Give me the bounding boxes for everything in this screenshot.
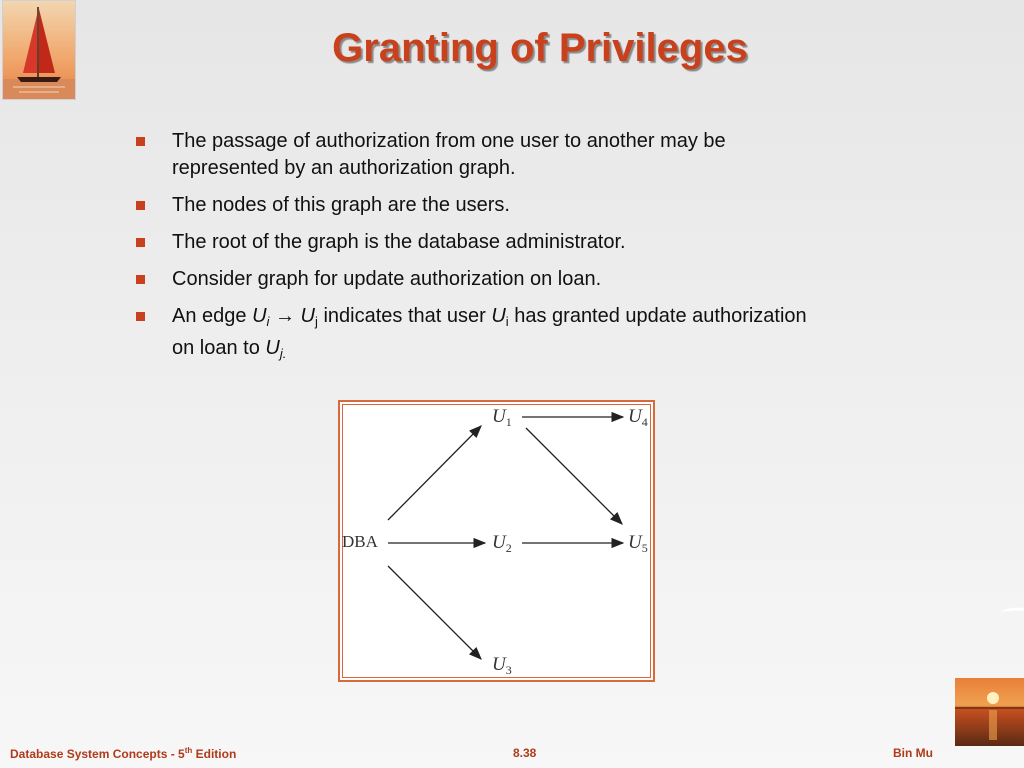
authorization-graph: [340, 402, 653, 680]
footer-title-sup: th: [184, 746, 193, 755]
bullet-item: [134, 229, 834, 256]
footer-author: Bin Mu: [893, 746, 933, 760]
edge-dba-u3: [388, 566, 481, 659]
sunset-icon: [955, 678, 1024, 746]
bullet-item: [134, 303, 834, 367]
bullet-text: The nodes of this graph are the users.: [172, 194, 510, 216]
page-title: Granting of Privileges: [332, 26, 748, 70]
edge-u1-u5: [526, 428, 622, 524]
user-variable: U: [491, 305, 506, 327]
bullet-item: [134, 266, 834, 293]
bullet-text: Consider graph for update authorization on loan.: [172, 268, 602, 290]
node-u1: $U_1$: [492, 406, 512, 429]
decorative-swoosh: [998, 604, 1024, 616]
subscript: i: [505, 314, 509, 329]
authorization-graph-frame: [338, 400, 655, 682]
bullet-square-icon: [136, 312, 145, 321]
footer-title-end: Edition: [192, 747, 237, 761]
user-variable: U: [252, 305, 267, 327]
bullet-list: [134, 128, 834, 377]
bullet-square-icon: [136, 275, 145, 284]
bullet-square-icon: [136, 201, 145, 210]
footer-title-text: Database System Concepts - 5: [10, 747, 185, 761]
bullet-text-part: indicates that user: [317, 305, 492, 327]
node-dba: DBA: [342, 532, 378, 551]
node-u3: $U_3$: [492, 654, 512, 677]
footer-page-number: 8.38: [513, 746, 537, 760]
arrow-symbol: →: [269, 305, 301, 327]
user-variable: U: [300, 305, 315, 327]
node-u5: $U_5$: [628, 532, 648, 555]
node-u4: $U_4$: [628, 406, 648, 429]
user-variable: U: [265, 337, 280, 359]
bullet-text-part: has granted update authorization on loan to: [172, 305, 807, 359]
bullet-item: [134, 128, 834, 182]
bullet-square-icon: [136, 238, 145, 247]
bullet-square-icon: [136, 137, 145, 146]
bullet-text: The root of the graph is the database administrator.: [172, 231, 626, 253]
edge-dba-u1: [388, 426, 481, 520]
sunset-image: [955, 678, 1024, 746]
node-u2: $U_2$: [492, 532, 512, 555]
subscript: j.: [279, 346, 287, 361]
bullet-text-part: An edge: [172, 305, 253, 327]
subscript: j: [315, 314, 318, 329]
bullet-item: [134, 192, 834, 219]
bullet-text: The passage of authorization from one user to another may be represented by an authorization graph.: [172, 130, 726, 179]
subscript: i: [266, 314, 270, 329]
footer-book-title: [10, 746, 236, 761]
